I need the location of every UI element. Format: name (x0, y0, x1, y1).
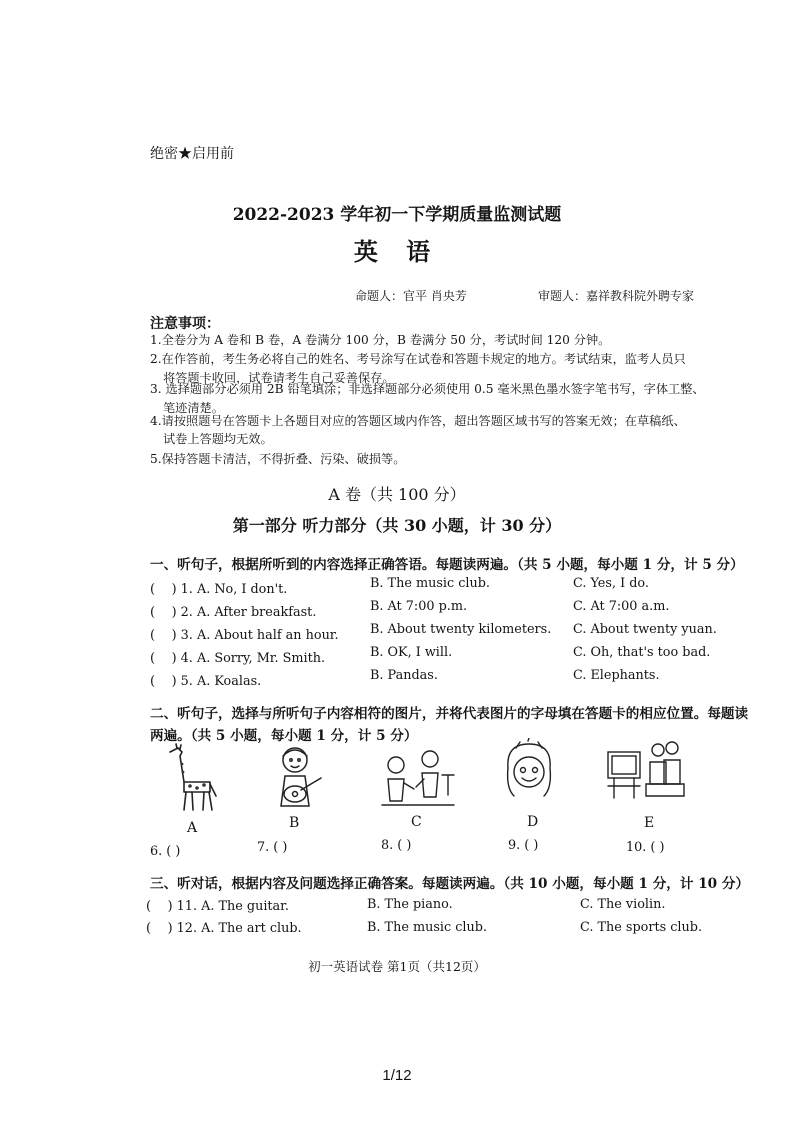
girl-guitar-picture (265, 742, 325, 812)
q5-option-b: B. Pandas. (370, 668, 438, 683)
subject-title: 英 语 (353, 237, 441, 266)
q11-option-c: C. The violin. (580, 897, 666, 912)
family-tv-picture (604, 738, 686, 804)
answer-paren: ( (150, 651, 172, 666)
picture-label-c: C (411, 814, 422, 830)
q3-option-a: ( ) 3. A. About half an hour. (150, 628, 339, 643)
q3-option-b: B. About twenty kilometers. (370, 622, 552, 637)
q4-option-c: C. Oh, that's too bad. (573, 645, 711, 660)
picture-label-a: A (187, 820, 198, 836)
q8-blank: 8. ( ) (381, 838, 412, 853)
picture-label-e: E (644, 815, 655, 831)
q1-option-b: B. The music club. (370, 576, 490, 591)
reviewer-line: 审题人：嘉祥教科院外聘专家 (538, 289, 695, 303)
q4-option-a: ( ) 4. A. Sorry, Mr. Smith. (150, 651, 326, 666)
q2-option-c: C. At 7:00 a.m. (573, 599, 670, 614)
volume-a-heading: A 卷（共 100 分） (328, 485, 466, 504)
q3-option-c: C. About twenty yuan. (573, 622, 717, 637)
q12-option-c: C. The sports club. (580, 920, 703, 935)
notice-line: 1.全卷分为 A 卷和 B 卷，A 卷满分 100 分，B 卷满分 50 分，考试时间 120 分钟。 (150, 333, 611, 347)
q5-option-c: C. Elephants. (573, 668, 660, 683)
page-indicator: 1/12 (382, 1067, 412, 1084)
q10-blank: 10. ( ) (626, 840, 665, 855)
answer-paren: ( (150, 674, 172, 689)
q6-blank: 6. ( ) (150, 844, 181, 859)
q12-option-a: ( ) 12. A. The art club. (146, 921, 302, 936)
notice-line: 试卷上答题均无效。 (163, 432, 273, 446)
q2-option-a: ( ) 2. A. After breakfast. (150, 605, 317, 620)
section1-heading: 一、听句子，根据所听到的内容选择正确答语。每题读两遍。（共 5 小题，每小题 1 分，计 5 分） (150, 557, 744, 573)
answer-paren: ( (150, 628, 172, 643)
exam-title: 2022-2023 学年初一下学期质量监测试题 (232, 205, 562, 225)
notice-line: 3. 选择题部分必须用 2B 铅笔填涂；非选择题部分必须使用 0.5 毫米黑色墨水签字笔书写，字体工整、 (150, 382, 705, 396)
people-activity-picture (378, 745, 458, 810)
notice-line: 4.请按照题号在答题卡上各题目对应的答题区域内作答，超出答题区域书写的答案无效；在草稿纸、 (150, 414, 686, 428)
section2-heading-line2: 两遍。（共 5 小题，每小题 1 分，计 5 分） (150, 728, 418, 744)
answer-paren: ( (150, 582, 172, 597)
part1-heading: 第一部分 听力部分（共 30 小题，计 30 分） (232, 516, 562, 535)
section3-heading: 三、听对话，根据内容及问题选择正确答案。每题读两遍。（共 10 小题，每小题 1 分，计 10 分） (150, 876, 750, 892)
answer-paren: ( (146, 921, 168, 936)
q2-option-b: B. At 7:00 p.m. (370, 599, 468, 614)
picture-label-b: B (289, 815, 300, 831)
notice-heading: 注意事项： (150, 316, 220, 332)
smiling-girl-picture (498, 738, 560, 806)
q12-option-b: B. The music club. (367, 920, 487, 935)
notice-line: 2.在作答前，考生务必将自己的姓名、考号涂写在试卷和答题卡规定的地方。考试结束，监考人员只 (150, 352, 686, 366)
notice-line: 将答题卡收回，试卷请考生自己妥善保存。 (163, 371, 395, 385)
confidential-mark: 绝密★启用前 (150, 146, 234, 162)
q9-blank: 9. ( ) (508, 838, 539, 853)
notice-line: 5.保持答题卡清洁，不得折叠、污染、破损等。 (150, 452, 406, 466)
q1-option-a: ( ) 1. A. No, I don't. (150, 582, 288, 597)
q1-option-c: C. Yes, I do. (573, 576, 649, 591)
section2-heading-line1: 二、听句子，选择与所听句子内容相符的图片，并将代表图片的字母填在答题卡的相应位置。每题读 (150, 706, 749, 722)
q11-option-b: B. The piano. (367, 897, 453, 912)
answer-paren: ( (146, 899, 168, 914)
page-footer: 初一英语试卷 第1页（共12页） (308, 959, 486, 974)
q11-option-a: ( ) 11. A. The guitar. (146, 899, 289, 914)
picture-label-d: D (527, 814, 539, 830)
authors-line: 命题人：官平 肖央芳 (355, 289, 467, 303)
giraffe-picture (160, 742, 220, 812)
q5-option-a: ( ) 5. A. Koalas. (150, 674, 262, 689)
answer-paren: ( (150, 605, 172, 620)
q4-option-b: B. OK, I will. (370, 645, 453, 660)
notice-line: 笔迹清楚。 (163, 401, 224, 415)
q7-blank: 7. ( ) (257, 840, 288, 855)
